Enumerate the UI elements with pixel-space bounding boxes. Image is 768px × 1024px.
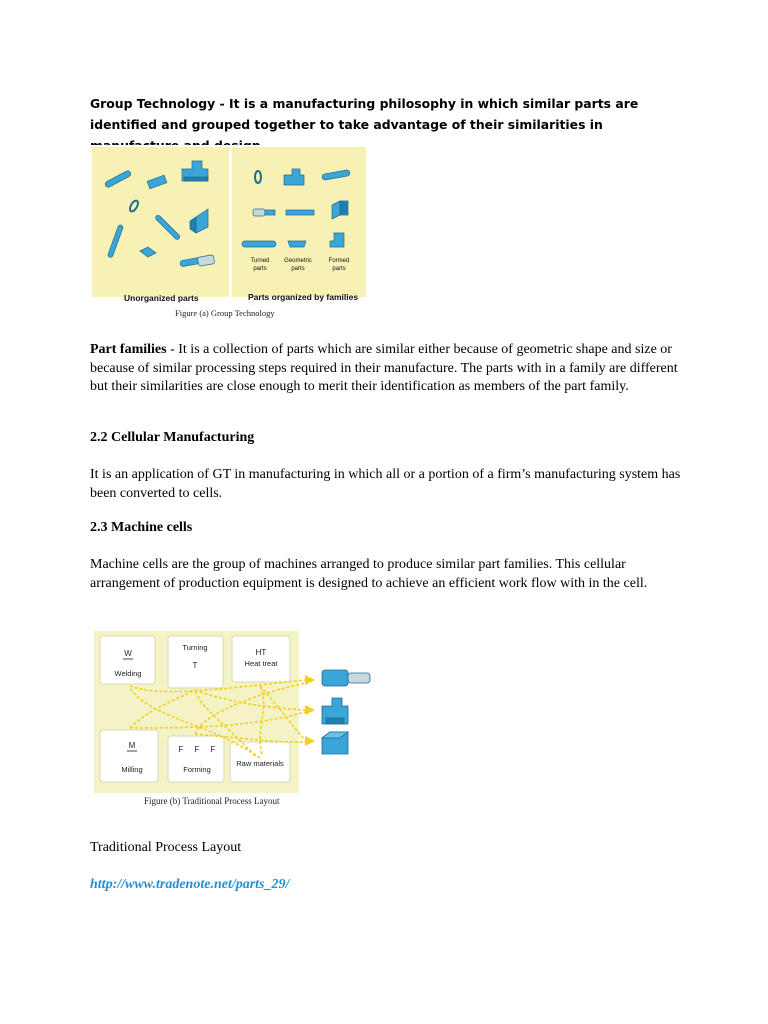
figure-traditional-process-layout <box>90 628 380 813</box>
part-families-text: - It is a collection of parts which are similar either because of geometric shape and size or because of similar processing steps required in their manufacture. The parts with in a family are different but their similarities are close enough to merit their identification as members of the part family. <box>90 342 678 394</box>
label-geometric-2: parts <box>291 266 305 272</box>
dept-m-code: M <box>128 741 136 750</box>
dept-f-code-3: F <box>210 745 216 754</box>
dept-f-code-1: F <box>178 745 184 754</box>
source-link[interactable]: http://www.tradenote.net/parts_29/ <box>90 877 290 892</box>
part-families-term: Part families <box>90 342 167 357</box>
figure-b-label: Traditional Process Layout <box>90 840 242 855</box>
label-formed-2: parts <box>332 266 346 272</box>
dept-f-code-2: F <box>194 745 200 754</box>
label-unorganized: Unorganized parts <box>124 293 199 303</box>
label-turned-2: parts <box>253 266 267 272</box>
dept-forming-box <box>168 736 224 782</box>
dept-raw-name: Raw materials <box>236 759 284 768</box>
label-turned-1: Turned <box>250 258 270 264</box>
figure-a-caption: Figure (a) Group Technology <box>175 308 275 318</box>
figure-group-technology <box>90 145 368 322</box>
figure-b-caption: Figure (b) Traditional Process Layout <box>144 796 280 806</box>
dept-t-code: T <box>192 661 198 670</box>
dept-ht-code: HT <box>255 648 267 657</box>
section-2-3-heading: 2.3 Machine cells <box>90 520 193 535</box>
dept-w-code: W <box>124 649 132 658</box>
dept-ht-name: Heat treat <box>244 659 278 668</box>
section-2-2-paragraph: It is an application of GT in manufacturing in which all or a portion of a firm’s manufacturing system has been converted to cells. <box>90 467 681 501</box>
intro-term: Group Technology <box>90 96 216 111</box>
dept-t-top: Turning <box>182 643 208 652</box>
dept-f-name: Forming <box>183 765 211 774</box>
dept-m-name: Milling <box>121 765 143 774</box>
part-families-paragraph <box>90 341 690 397</box>
label-geometric-1: Geometric <box>284 258 312 264</box>
section-2-3-paragraph: Machine cells are the group of machines arranged to produce similar part families. This cellular arrangement of production equipment is designed to achieve an efficient work flow with in the cell. <box>90 557 648 591</box>
section-2-2-heading: 2.2 Cellular Manufacturing <box>90 430 255 445</box>
intro-text: - It is a manufacturing philosophy in which similar parts are identified and grouped together to take advantage of their similarities in <box>90 96 639 132</box>
dept-milling-box <box>100 730 158 782</box>
label-organized: Parts organized by families <box>248 292 359 302</box>
dept-w-name: Welding <box>114 669 142 678</box>
label-formed-1: Formed <box>328 258 350 264</box>
